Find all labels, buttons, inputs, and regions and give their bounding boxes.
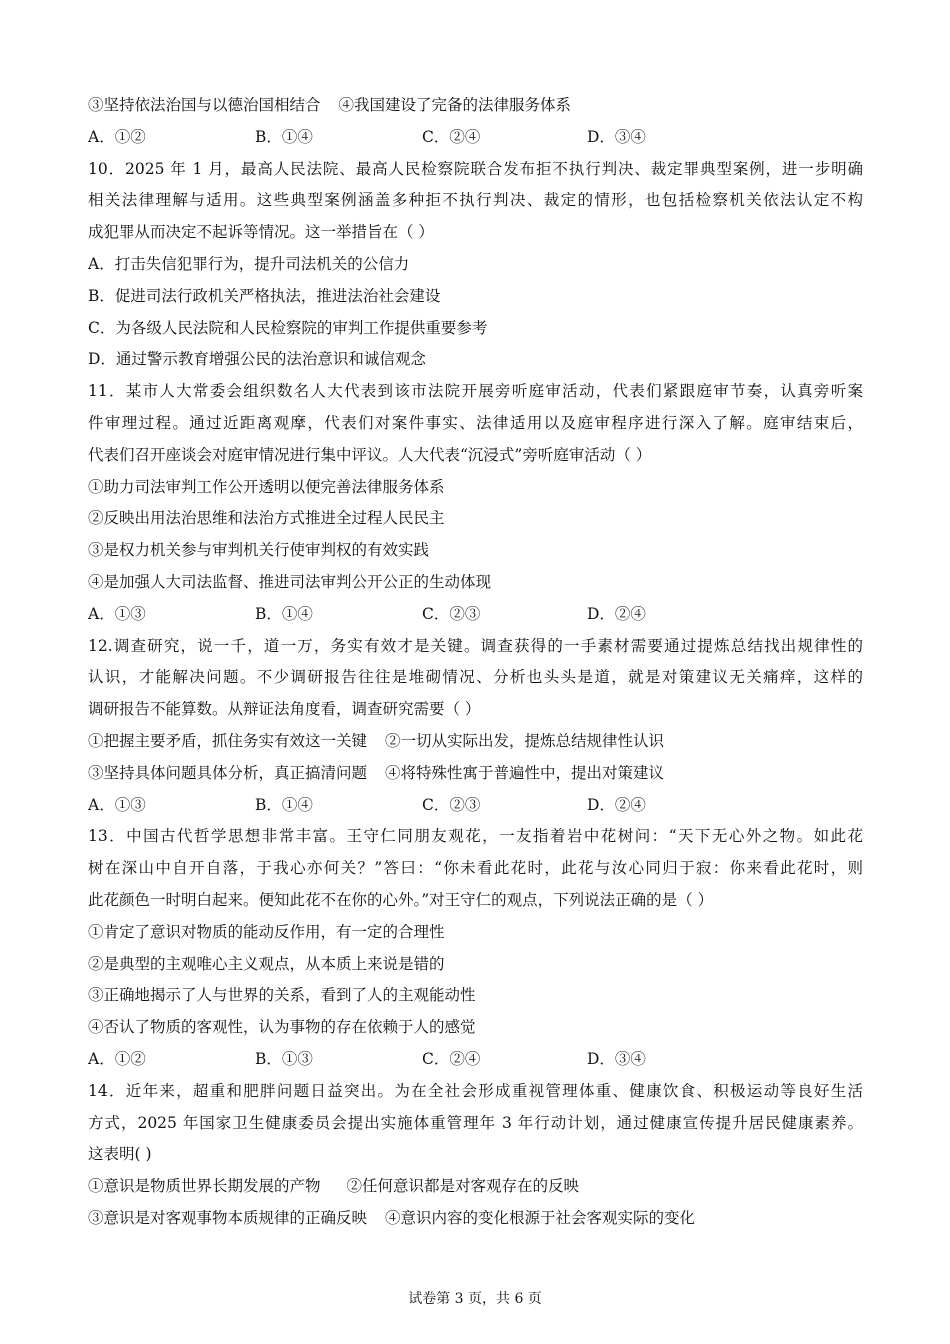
q10-stem-line: 成犯罪从而决定不起诉等情况。这一举措旨在（ ） <box>88 223 434 242</box>
q12-stem-line: 认识，才能解决问题。不少调研报告往往是堆砌情况、分析也头头是道，就是对策建议无关痛痒，这样的 <box>88 668 863 687</box>
q13-option-b[interactable]: B．①③ <box>255 1049 313 1068</box>
q12-options <box>88 790 863 822</box>
q11-statement-4: ④是加强人大司法监督、推进司法审判公开公正的生动体现 <box>88 572 492 591</box>
q13-stem-line: 树在深山中自开自落，于我心亦何关？”答曰：“你未看此花时，此花与汝心同归于寂：你来看此花时，则 <box>88 859 863 878</box>
q12-option-a[interactable]: A．①③ <box>88 795 146 814</box>
q14-statement-3: ③意识是对客观事物本质规律的正确反映 <box>88 1208 368 1227</box>
q14-statement-4: ④意识内容的变化根源于社会客观实际的变化 <box>385 1208 696 1227</box>
q9-option-b[interactable]: B．①④ <box>255 127 313 146</box>
q11-statement-2: ②反映出用法治思维和法治方式推进全过程人民民主 <box>88 509 445 528</box>
page-footer: 试卷第 3 页，共 6 页 <box>408 1291 542 1307</box>
q13-statement-3: ③正确地揭示了人与世界的关系，看到了人的主观能动性 <box>88 986 476 1005</box>
q14-statement-2: ②任何意识都是对客观存在的反映 <box>346 1177 580 1196</box>
q9-option-a[interactable]: A．①② <box>88 127 146 146</box>
q12-option-d[interactable]: D．②④ <box>587 795 646 814</box>
q13-option-d[interactable]: D．③④ <box>587 1049 646 1068</box>
q11-option-a[interactable]: A．①③ <box>88 604 146 623</box>
q11-stem-line: 代表们召开座谈会对庭审情况进行集中评议。人大代表“沉浸式”旁听庭审活动（ ） <box>88 445 652 464</box>
q12-statement-3: ③坚持具体问题具体分析，真正搞清问题 <box>88 763 368 782</box>
q12-statement-2: ②一切从实际出发，提炼总结规律性认识 <box>385 731 665 750</box>
q12-stem-line: 12.调查研究，说一千，道一万，务实有效才是关键。调查获得的一手素材需要通过提炼总结找出规律性的 <box>88 636 863 655</box>
q11-options <box>88 599 863 631</box>
q10-choice-a[interactable]: A．打击失信犯罪行为，提升司法机关的公信力 <box>88 254 410 273</box>
q11-statement-3: ③是权力机关参与审判机关行使审判权的有效实践 <box>88 541 430 560</box>
q12-statement-row <box>88 758 863 790</box>
q13-statement-4: ④否认了物质的客观性，认为事物的存在依赖于人的感觉 <box>88 1018 476 1037</box>
q12-statement-4: ④将特殊性寓于普遍性中，提出对策建议 <box>385 763 665 782</box>
q13-statement-2: ②是典型的主观唯心主义观点，从本质上来说是错的 <box>88 954 445 973</box>
q13-stem-line: 13．中国古代哲学思想非常丰富。王守仁同朋友观花，一友指着岩中花树问：“天下无心外之物。如此花 <box>88 827 863 846</box>
q11-option-b[interactable]: B．①④ <box>255 604 313 623</box>
q13-options <box>88 1044 863 1076</box>
q14-statement-row <box>88 1171 863 1203</box>
exam-page <box>88 90 863 1235</box>
q12-option-b[interactable]: B．①④ <box>255 795 313 814</box>
q14-stem-line: 这表明( ) <box>88 1145 152 1164</box>
q12-statement-row <box>88 726 863 758</box>
q13-statement-1: ①肯定了意识对物质的能动反作用，有一定的合理性 <box>88 922 445 941</box>
q14-statement-1: ①意识是物质世界长期发展的产物 <box>88 1177 321 1196</box>
q9-option-c[interactable]: C．②④ <box>422 127 481 146</box>
q13-stem-line: 此花颜色一时明白起来。便知此花不在你的心外。”对王守仁的观点，下列说法正确的是（ ） <box>88 890 714 909</box>
q9-statement-4: ④我国建设了完备的法律服务体系 <box>338 96 572 114</box>
q11-stem-line: 件审理过程。通过近距离观摩，代表们对案件事实、法律适用以及庭审程序进行深入了解。庭审结束后， <box>88 413 863 432</box>
q10-stem-line: 相关法律理解与适用。这些典型案例涵盖多种拒不执行判决、裁定的情形，也包括检察机关依法认定不构 <box>88 191 863 210</box>
q12-option-c[interactable]: C．②③ <box>422 795 481 814</box>
q14-stem-line: 方式，2025 年国家卫生健康委员会提出实施体重管理年 3 年行动计划，通过健康宣传提升居民健康素养。 <box>88 1113 863 1132</box>
q11-option-d[interactable]: D．②④ <box>587 604 646 623</box>
q9-options <box>88 122 863 154</box>
q11-option-c[interactable]: C．②③ <box>422 604 481 623</box>
q14-stem-line: 14．近年来，超重和肥胖问题日益突出。为在全社会形成重视管理体重、健康饮食、积极运动等良好生活 <box>88 1081 863 1100</box>
q10-choice-c[interactable]: C．为各级人民法院和人民检察院的审判工作提供重要参考 <box>88 318 488 337</box>
q9-statement-row <box>88 90 863 122</box>
q12-stem-line: 调研报告不能算数。从辩证法角度看，调查研究需要（ ） <box>88 700 481 719</box>
q14-statement-row <box>88 1203 863 1235</box>
q11-statement-1: ①助力司法审判工作公开透明以便完善法律服务体系 <box>88 477 445 496</box>
q11-stem-line: 11．某市人大常委会组织数名人大代表到该市法院开展旁听庭审活动，代表们紧跟庭审节奏，认真旁听案 <box>88 382 863 401</box>
q10-choice-b[interactable]: B．促进司法行政机关严格执法，推进法治社会建设 <box>88 286 441 305</box>
q9-statement-3: ③坚持依法治国与以德治国相结合 <box>88 96 321 114</box>
q9-option-d[interactable]: D．③④ <box>587 127 646 146</box>
q12-statement-1: ①把握主要矛盾，抓住务实有效这一关键 <box>88 731 368 750</box>
q13-option-a[interactable]: A．①② <box>88 1049 146 1068</box>
q10-choice-d[interactable]: D．通过警示教育增强公民的法治意识和诚信观念 <box>88 350 426 369</box>
q10-stem-line: 10．2025 年 1 月，最高人民法院、最高人民检察院联合发布拒不执行判决、裁定罪典型案例，进一步明确 <box>88 159 863 178</box>
q13-option-c[interactable]: C．②④ <box>422 1049 481 1068</box>
